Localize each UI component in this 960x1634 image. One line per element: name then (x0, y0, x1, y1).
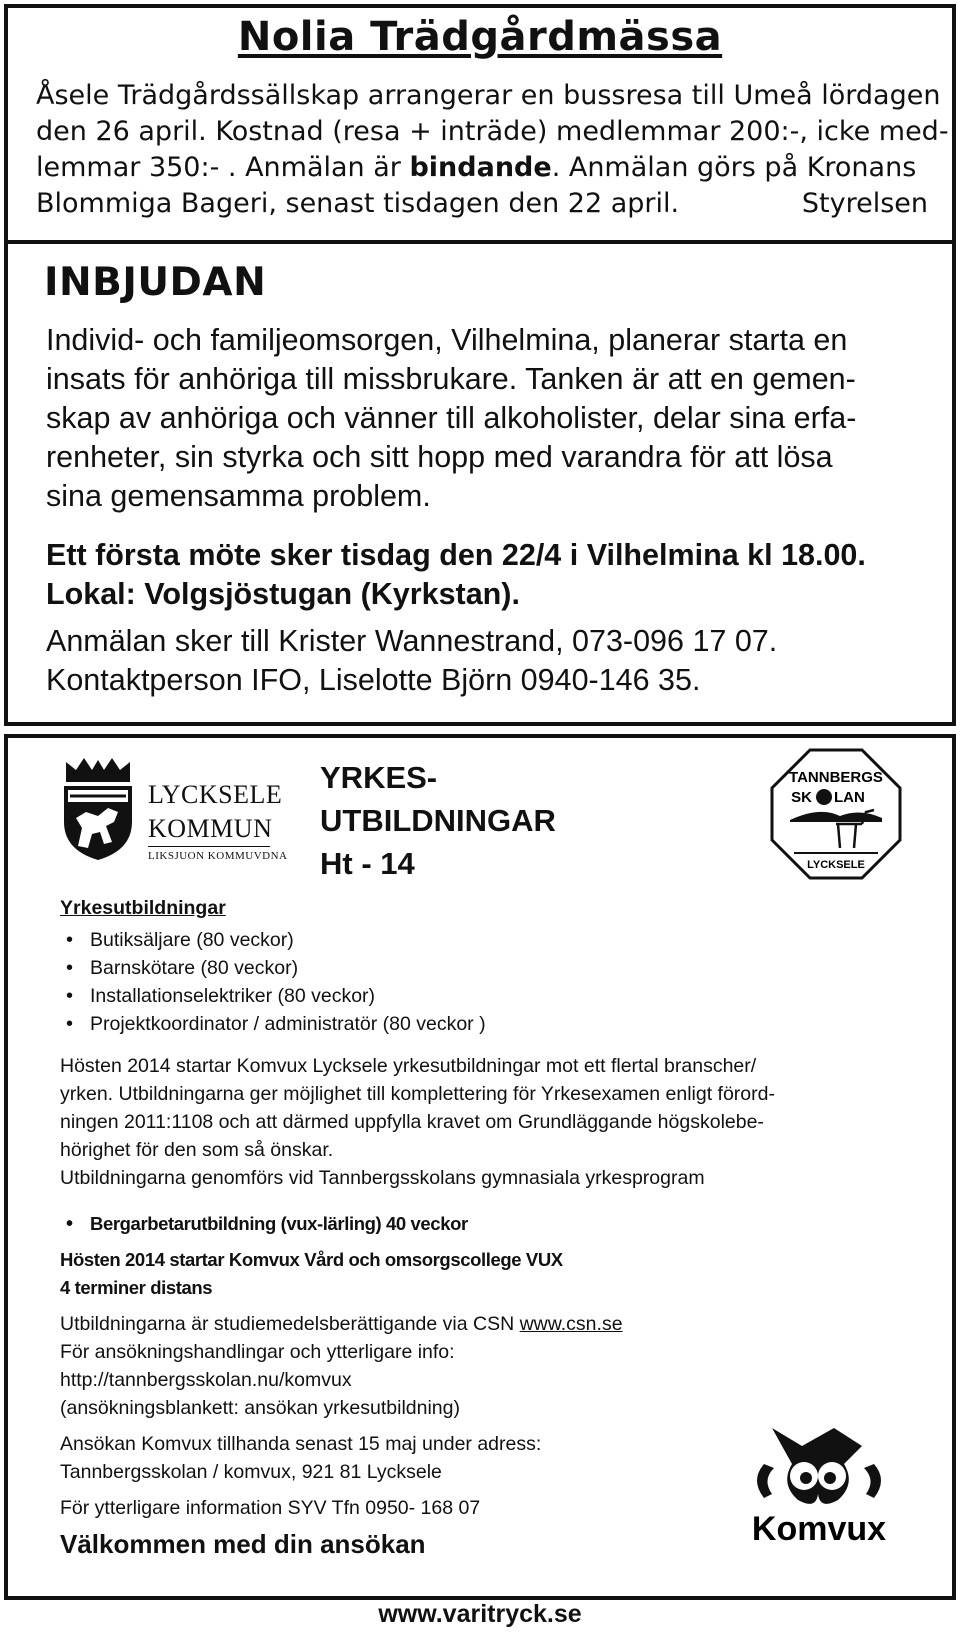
info-line: Utbildningarna genomförs vid Tannbergsskolans gymnasiala yrkesprogram (60, 1167, 705, 1189)
footer-url[interactable]: www.varitryck.se (378, 1600, 582, 1628)
kommun-text: KOMMUN (148, 814, 273, 843)
inbjudan-heading: INBJUDAN (44, 260, 267, 305)
course-title (320, 756, 556, 885)
nolia-line: Blommiga Bageri, senast tisdagen den 22 april. Styrelsen (36, 186, 928, 222)
signature: Styrelsen (801, 188, 928, 219)
nolia-line: lemmar 350:- . Anmälan är bindande. Anmälan görs på Kronans (36, 152, 917, 183)
address-line: Tannbergsskolan / komvux, 921 81 Lycksele (60, 1461, 442, 1483)
skolan-text-b: LAN (834, 789, 865, 806)
title-line: YRKES- (320, 760, 438, 795)
apply-line: För ansökningshandlingar och ytterligare info: (60, 1341, 455, 1363)
nolia-line: den 26 april. Kostnad (resa + inträde) medlemmar 200:-, icke med- (36, 116, 949, 147)
college-line: Hösten 2014 startar Komvux Vård och omsorgscollege VUX (60, 1249, 563, 1270)
list-item: • Installationselektriker (80 veckor) (60, 982, 922, 1010)
programs-subheading: Yrkesutbildningar (60, 897, 226, 919)
welcome-text: Välkommen med din ansökan (60, 1529, 426, 1559)
meeting-info (46, 536, 932, 614)
list-item: • Butiksäljare (80 veckor) (60, 926, 922, 954)
csn-link[interactable]: www.csn.se (519, 1313, 623, 1335)
bergarbete-item: • Bergarbetarutbildning (vux-lärling) 40 veckor (60, 1210, 922, 1238)
nolia-title: Nolia Trädgårdmässa (237, 14, 723, 60)
text-line: Anmälan sker till Krister Wannestrand, 073-096 17 07. (46, 624, 778, 658)
info-line: yrken. Utbildningarna ger möjlighet till komplettering för Yrkesexamen enligt förord- (60, 1083, 775, 1105)
inbjudan-paragraph (46, 321, 932, 516)
apply-line: (ansökningsblankett: ansökan yrkesutbildning) (60, 1397, 460, 1419)
coat-of-arms-icon (58, 756, 138, 862)
yrkesutbildning-ad (4, 734, 956, 1600)
lycksele-kommun-logo (58, 756, 288, 866)
text-line: Lokal: Volgsjöstugan (Kyrkstan). (46, 577, 520, 611)
tannbergsskolan-logo (770, 748, 902, 880)
text-line: Individ- och familjeomsorgen, Vilhelmina, planerar starta en (46, 323, 848, 357)
komvux-logo (724, 1424, 914, 1550)
syv-line: För ytterligare information SYV Tfn 0950- 168 07 (60, 1497, 481, 1519)
info-line: ningen 2011:1108 och att därmed uppfylla kravet om Grundläggande högskolebe- (60, 1111, 764, 1133)
list-item: • Barnskötare (80 veckor) (60, 954, 922, 982)
info-line: hörighet för den som så önskar. (60, 1139, 334, 1161)
inbjudan-ad (4, 244, 956, 726)
komvux-text: Komvux (751, 1510, 887, 1548)
csn-line: Utbildningarna är studiemedelsberättigande via CSN www.csn.se (60, 1313, 623, 1335)
text-line: sina gemensamma problem. (46, 479, 431, 513)
nolia-body (36, 78, 949, 222)
text-line: renheter, sin styrka och sitt hopp med varandra för att lösa (46, 440, 833, 474)
list-item: • Projektkoordinator / administratör (80 veckor ) (60, 1010, 922, 1038)
info-line: Hösten 2014 startar Komvux Lycksele yrkesutbildningar mot ett flertal branscher/ (60, 1055, 757, 1077)
bindande-emphasis: bindande (409, 152, 552, 183)
text-line: Kontaktperson IFO, Liselotte Björn 0940-146 35. (46, 663, 701, 697)
logo-divider (148, 846, 270, 847)
contact-info (46, 622, 932, 700)
address-line: Ansökan Komvux tillhanda senast 15 maj under adress: (60, 1433, 542, 1455)
title-line: Ht - 14 (320, 846, 415, 881)
apply-url[interactable]: http://tannbergsskolan.nu/komvux (60, 1369, 352, 1391)
lycksele-small-text: LYCKSELE (807, 859, 865, 871)
lycksele-text: LYCKSELE (148, 780, 283, 809)
programs-list (60, 926, 922, 1038)
text-line: Ett första möte sker tisdag den 22/4 i Vilhelmina kl 18.00. (46, 538, 866, 572)
text-line: insats för anhöriga till missbrukare. Tanken är att en gemen- (46, 362, 856, 396)
nolia-line: Åsele Trädgårdssällskap arrangerar en bussresa till Umeå lördagen (36, 80, 941, 111)
text-line: skap av anhöriga och vänner till alkoholister, delar sina erfa- (46, 401, 857, 435)
sami-name-text: LIKSJUON KOMMUVDNA (148, 850, 288, 862)
title-line: UTBILDNINGAR (320, 803, 556, 838)
tannbergs-text: TANNBERGS (789, 769, 883, 786)
skolan-text-a: SK (791, 789, 812, 806)
college-line: 4 terminer distans (60, 1277, 213, 1298)
nolia-ad (4, 4, 956, 244)
